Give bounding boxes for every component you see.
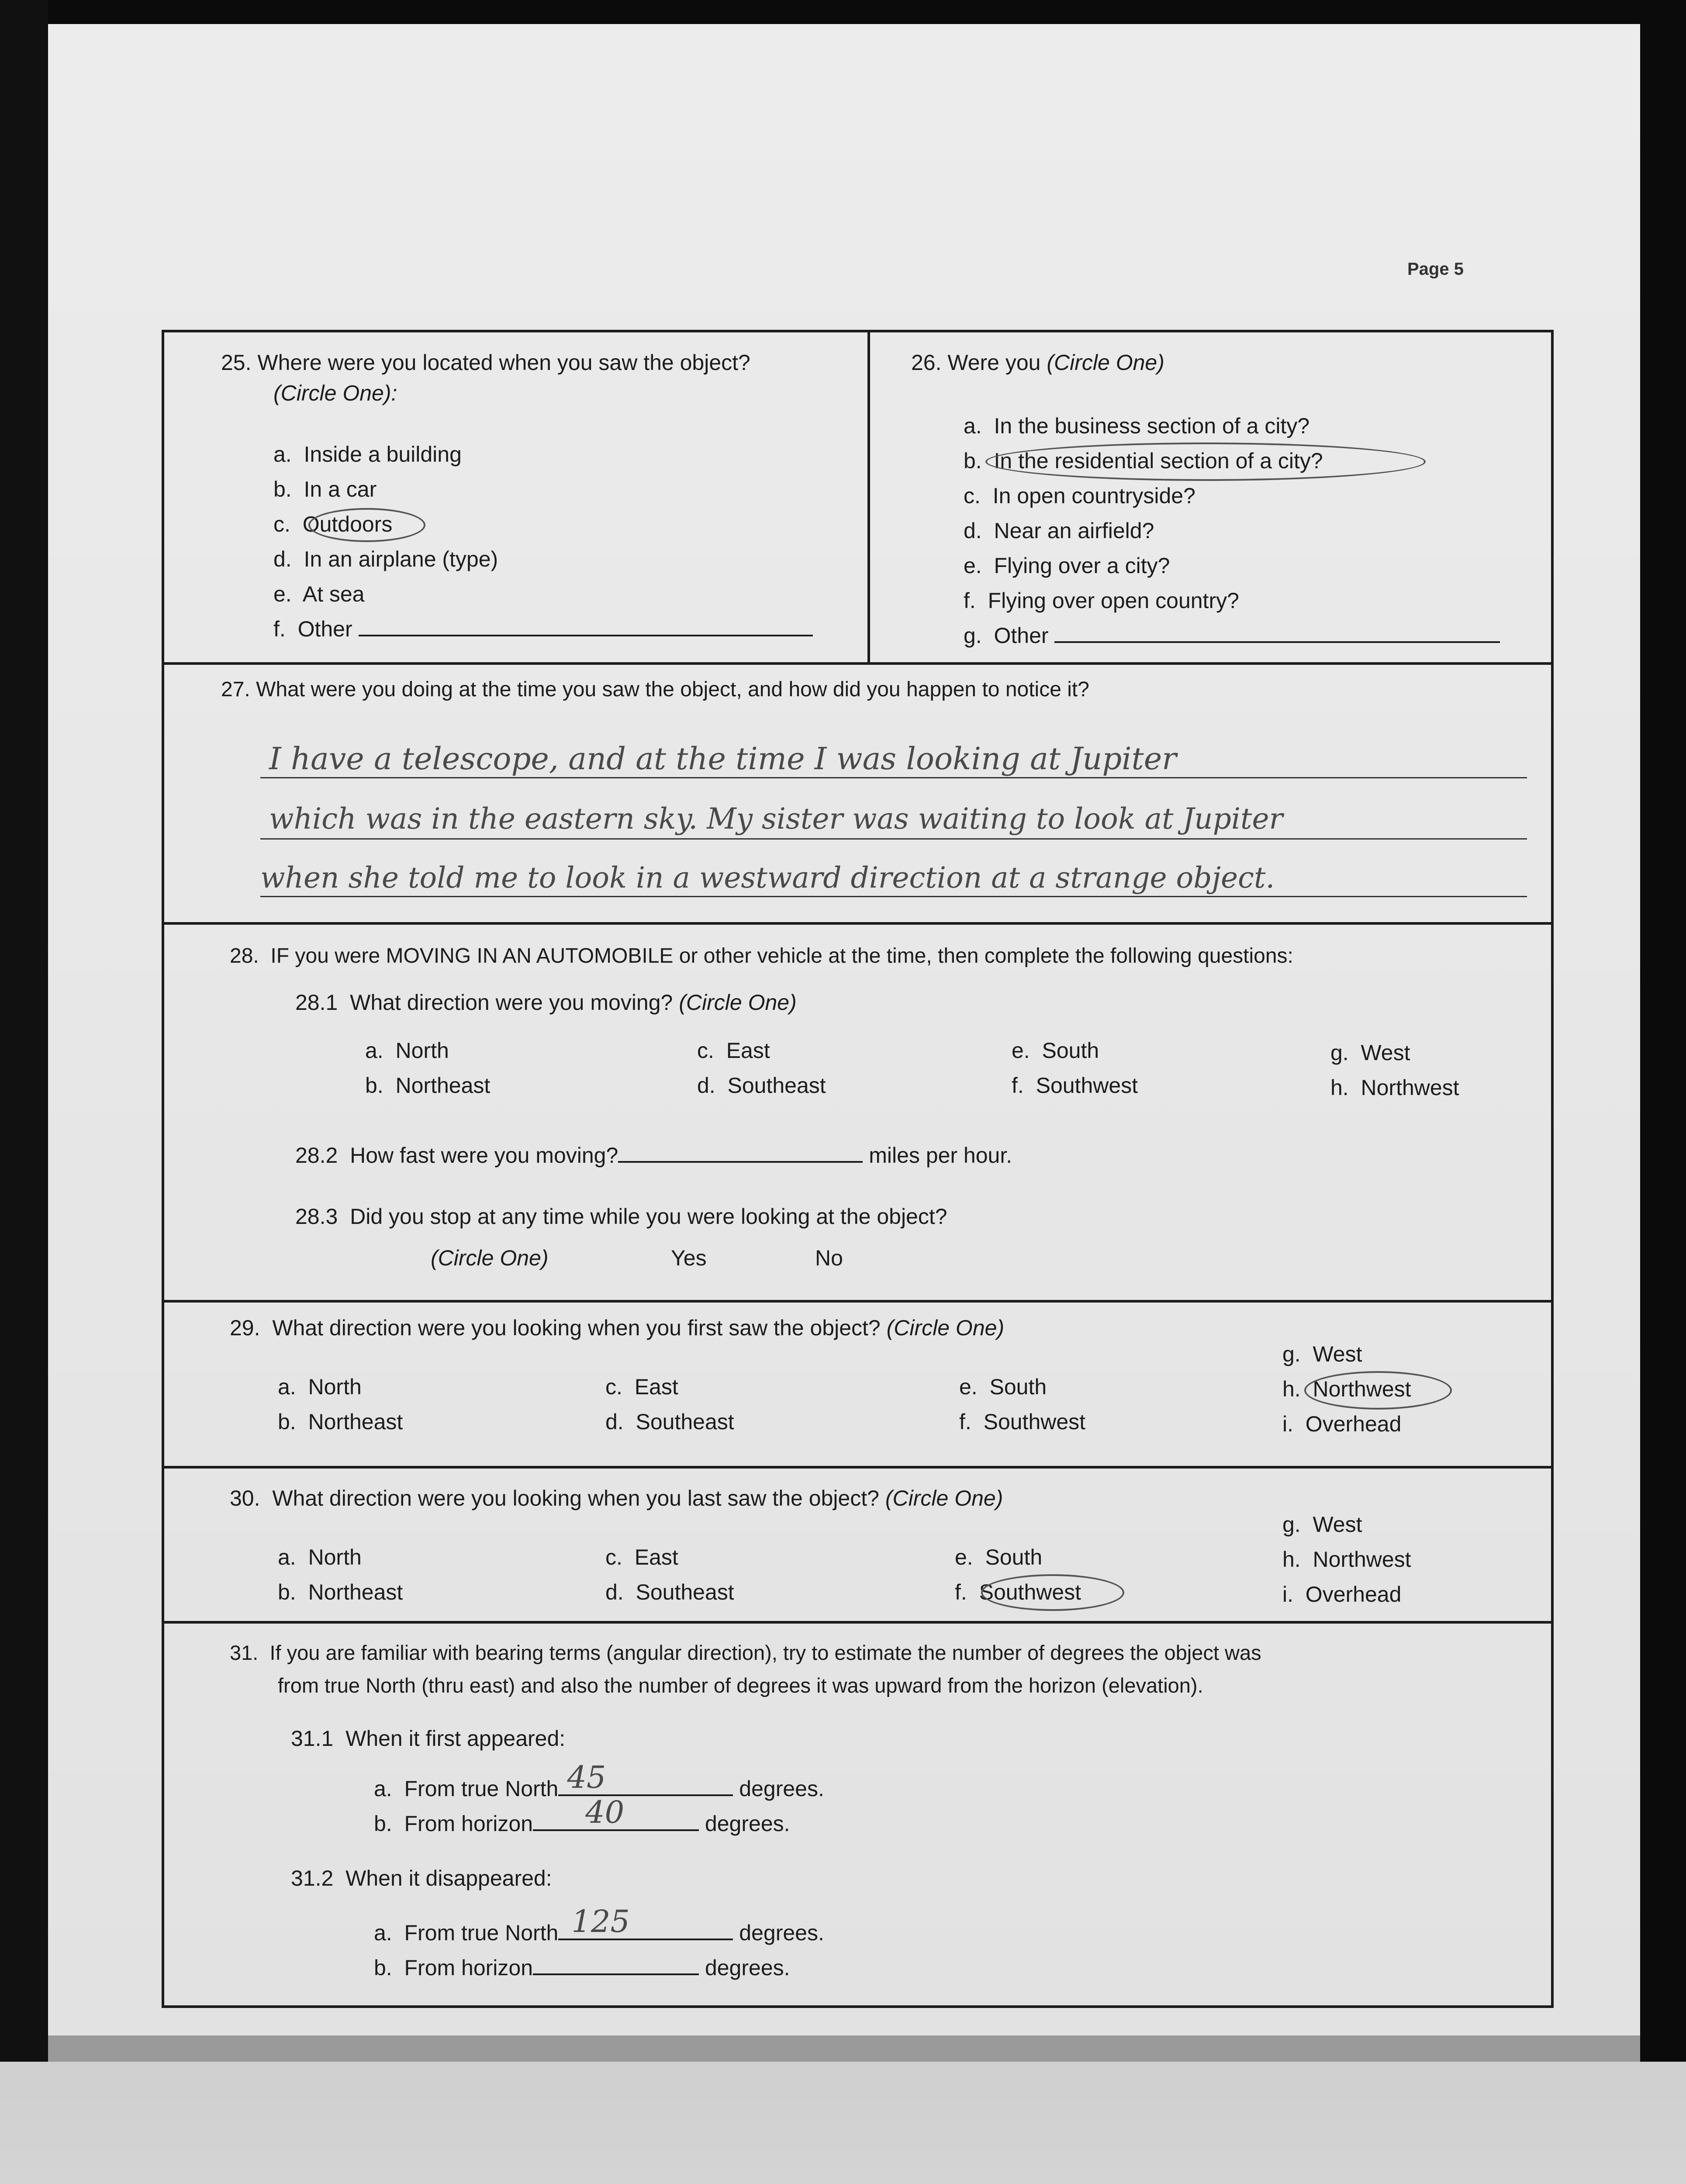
q30-option-h[interactable]: h. Northwest [1282, 1547, 1411, 1572]
q26-option-c[interactable]: c. In open countryside? [964, 484, 1195, 508]
q30-option-d[interactable]: d. Southeast [605, 1580, 734, 1604]
q26-question: 26. Were you (Circle One) [911, 350, 1164, 375]
q25-q26-divider [867, 332, 870, 662]
q25-option-f[interactable]: f. Other [273, 616, 813, 642]
q31-1-label: 31.1 When it first appeared: [291, 1726, 566, 1751]
q29-option-b[interactable]: b. Northeast [278, 1410, 403, 1434]
q29-option-a[interactable]: a. North [278, 1375, 362, 1399]
q28-3-question: 28.3 Did you stop at any time while you were looking at the object? [295, 1204, 947, 1229]
questionnaire-form [162, 330, 1554, 2008]
divider-31 [164, 1621, 1551, 1624]
q28-3-instruction: (Circle One) [431, 1246, 549, 1270]
divider-28 [164, 922, 1551, 925]
q29-option-i[interactable]: i. Overhead [1282, 1412, 1402, 1436]
q28-3-yes[interactable]: Yes [671, 1246, 707, 1270]
q25-option-d[interactable]: d. In an airplane (type) [273, 547, 498, 571]
scan-left-edge [0, 0, 48, 2184]
q25-question [221, 350, 750, 375]
q30-option-e[interactable]: e. South [955, 1545, 1043, 1569]
q25-option-b[interactable]: b. In a car [273, 477, 377, 501]
underlying-sheet [0, 2062, 1686, 2184]
q25-option-e[interactable]: e. At sea [273, 582, 365, 606]
q29-option-h[interactable]: h. Northwest [1282, 1377, 1411, 1401]
q28-1-option-f[interactable]: f. Southwest [1012, 1073, 1138, 1098]
q27-answer-line-3 [260, 896, 1527, 897]
q28-1-option-c[interactable]: c. East [697, 1038, 770, 1063]
q26-option-e[interactable]: e. Flying over a city? [964, 553, 1170, 578]
q29-option-e[interactable]: e. South [959, 1375, 1047, 1399]
q29-option-d[interactable]: d. Southeast [605, 1410, 734, 1434]
q28-2-speed-blank[interactable] [618, 1144, 863, 1163]
q28-1-option-g[interactable]: g. West [1330, 1040, 1410, 1065]
q28-1-option-e[interactable]: e. South [1012, 1038, 1099, 1063]
q28-2-question: 28.2 How fast were you moving? miles per hour. [295, 1143, 1012, 1168]
q25-instruction: (Circle One): [273, 381, 397, 405]
q31-1-horizon-field[interactable] [533, 1794, 699, 1831]
divider-29 [164, 1300, 1551, 1303]
q31-2-horizon: b. From horizon degrees. [374, 1956, 790, 1980]
q30-option-b[interactable]: b. Northeast [278, 1580, 403, 1604]
q31-2-true-north-field[interactable] [558, 1904, 733, 1940]
q27-answer-text-3: when she told me to look in a westward direction at a strange object. [260, 861, 1275, 895]
q28-1-option-d[interactable]: d. Southeast [697, 1073, 826, 1098]
q31-question: 31. If you are familiar with bearing terms (angular direction), try to estimate the number of degrees the object was [230, 1641, 1261, 1664]
q29-question: 29. What direction were you looking when you first saw the object? (Circle One) [230, 1316, 1005, 1340]
q30-option-c[interactable]: c. East [605, 1545, 678, 1569]
page-number: Page 5 [1407, 259, 1464, 279]
q26-option-d[interactable]: d. Near an airfield? [964, 518, 1154, 543]
q31-2-true-north: a. From true North 125 degrees. [374, 1904, 824, 1945]
divider-30 [164, 1466, 1551, 1469]
q25-option-a[interactable]: a. Inside a building [273, 442, 462, 467]
q26-option-g[interactable]: g. Other [964, 623, 1500, 648]
q30-option-i[interactable]: i. Overhead [1282, 1582, 1402, 1607]
q29-option-f[interactable]: f. Southwest [959, 1410, 1086, 1434]
q28-1-option-h[interactable]: h. Northwest [1330, 1075, 1459, 1100]
q30-option-g[interactable]: g. West [1282, 1512, 1362, 1537]
q26-option-a[interactable]: a. In the business section of a city? [964, 414, 1310, 438]
q25-circle-mark [308, 508, 425, 542]
q31-1-true-north-value: 45 [567, 1759, 606, 1795]
q30-option-a[interactable]: a. North [278, 1545, 362, 1569]
q30-question: 30. What direction were you looking when you last saw the object? (Circle One) [230, 1486, 1003, 1510]
q27-answer-line-1 [260, 777, 1527, 778]
q25-other-blank[interactable] [359, 617, 813, 636]
q31-1-true-north: a. From true North 45 degrees. [374, 1759, 824, 1801]
q28-1-option-b[interactable]: b. Northeast [365, 1073, 491, 1098]
q27-question: 27. What were you doing at the time you saw the object, and how did you happen to notice it? [221, 678, 1089, 701]
q31-2-true-north-value: 125 [571, 1904, 630, 1939]
q26-other-blank[interactable] [1054, 624, 1500, 643]
q31-1-horizon-value: 40 [585, 1794, 625, 1830]
q26-circle-mark [985, 442, 1426, 481]
q28-3-no[interactable]: No [815, 1246, 843, 1270]
q26-option-b[interactable]: b. In the residential section of a city? [964, 449, 1323, 473]
q28-1-option-a[interactable]: a. North [365, 1038, 449, 1063]
q29-circle-mark [1304, 1371, 1452, 1410]
q30-option-f[interactable]: f. Southwest [955, 1580, 1081, 1604]
q25-number: 25. [221, 350, 252, 375]
q28-1-question: 28.1 What direction were you moving? (Circle One) [295, 990, 797, 1015]
q27-answer-line-2 [260, 838, 1527, 840]
q31-1-horizon: b. From horizon 40 degrees. [374, 1794, 790, 1836]
q27-answer-text-2: which was in the eastern sky. My sister was waiting to look at Jupiter [269, 802, 1283, 836]
q28-question: 28. IF you were MOVING IN AN AUTOMOBILE or other vehicle at the time, then complete the following questions: [230, 944, 1293, 968]
q31-2-horizon-field[interactable] [533, 1956, 699, 1975]
q31-1-true-north-field[interactable] [558, 1759, 733, 1796]
q30-circle-mark [981, 1574, 1124, 1611]
page-shadow [48, 2035, 1640, 2062]
q31-2-label: 31.2 When it disappeared: [291, 1866, 552, 1890]
q27-answer-text-1: I have a telescope, and at the time I was looking at Jupiter [269, 741, 1177, 777]
divider-27 [164, 662, 1551, 665]
q25-option-c[interactable]: c. Outdoors [273, 512, 393, 536]
q26-option-f[interactable]: f. Flying over open country? [964, 588, 1239, 613]
q25-text: Where were you located when you saw the object? [257, 350, 750, 375]
q31-question-line2: from true North (thru east) and also the number of degrees it was upward from the horizon (elevation). [278, 1674, 1203, 1697]
q29-option-g[interactable]: g. West [1282, 1342, 1362, 1366]
q29-option-c[interactable]: c. East [605, 1375, 678, 1399]
